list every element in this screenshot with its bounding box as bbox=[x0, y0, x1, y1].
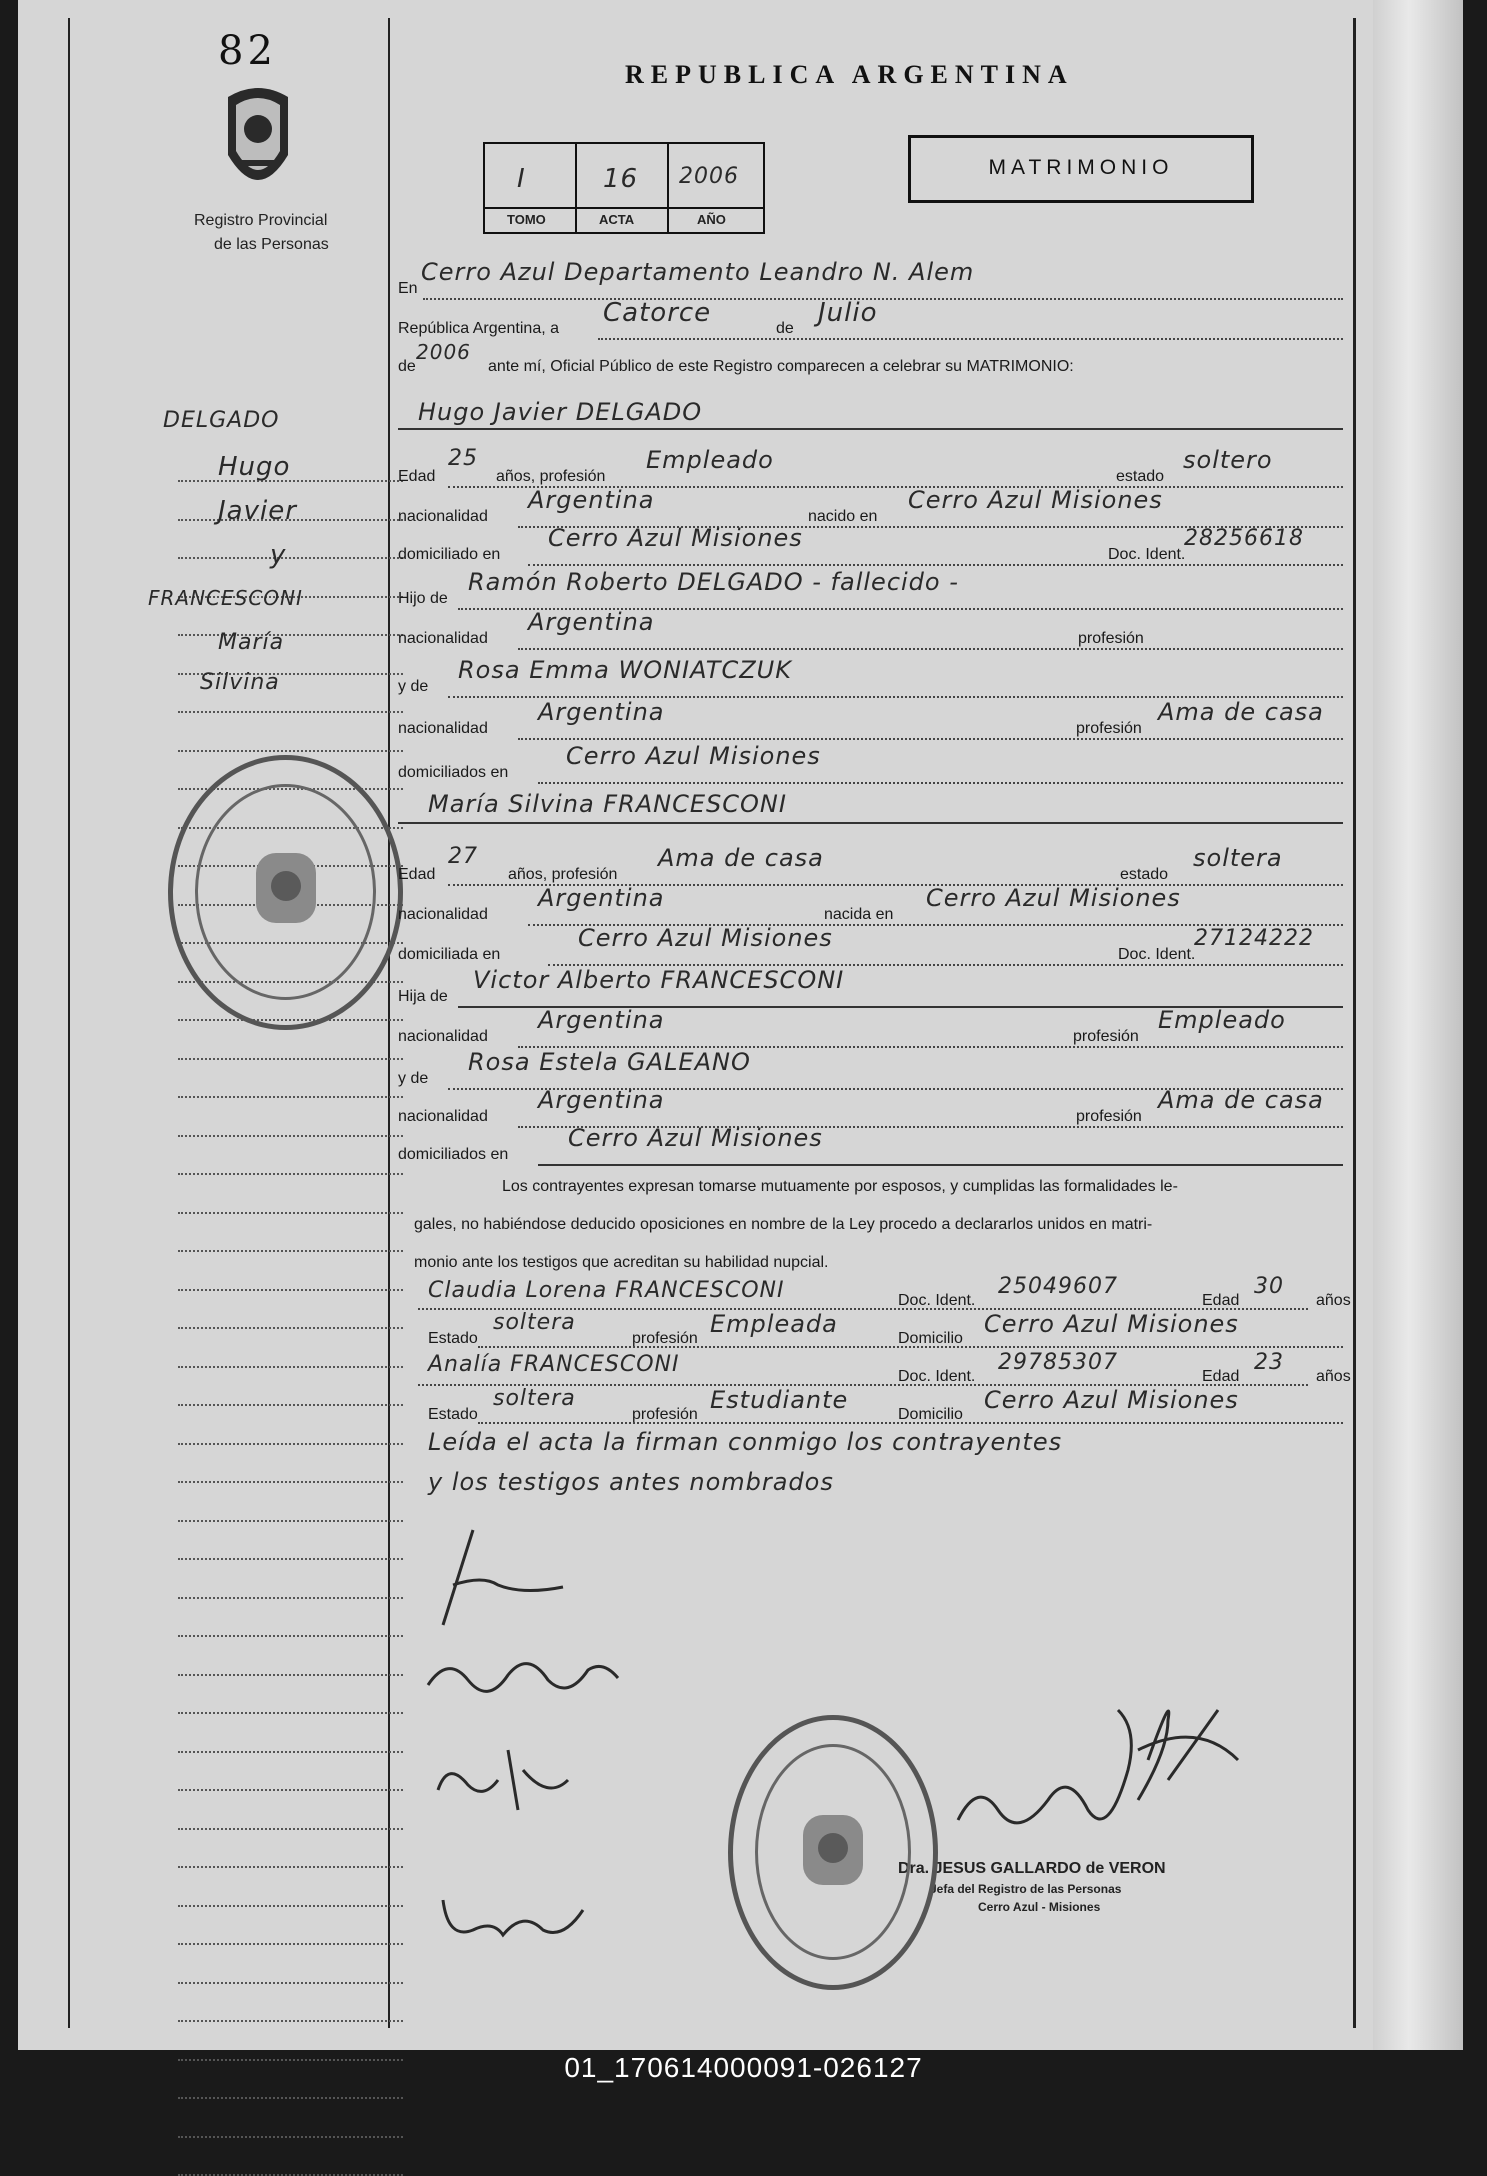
intro-day: Catorce bbox=[603, 298, 712, 328]
official-place: Cerro Azul - Misiones bbox=[978, 1900, 1101, 1914]
margin-rule-line bbox=[178, 1135, 403, 1137]
intro-year: 2006 bbox=[416, 340, 471, 364]
margin-rule-line bbox=[178, 1443, 403, 1445]
margin-rule-line bbox=[178, 1789, 403, 1791]
witness-2-profession: Estudiante bbox=[710, 1386, 849, 1414]
groom-dom-label: domiciliado en bbox=[398, 546, 501, 563]
witness-1-edad-label: Edad bbox=[1202, 1292, 1240, 1309]
year-prefix: de bbox=[398, 358, 416, 375]
groom-doc: 28256618 bbox=[1184, 526, 1304, 551]
witness-2-age: 23 bbox=[1254, 1350, 1284, 1375]
witness-1-profession: Empleada bbox=[710, 1310, 838, 1338]
center-margin-rule bbox=[388, 18, 390, 2028]
bride-signature bbox=[418, 1640, 638, 1710]
margin-name-2: Javier bbox=[218, 496, 297, 526]
right-margin-rule bbox=[1353, 18, 1356, 2028]
margin-name-3: y bbox=[270, 540, 287, 570]
witness-2-domicile: Cerro Azul Misiones bbox=[984, 1386, 1239, 1414]
groom-domicile: Cerro Azul Misiones bbox=[548, 524, 803, 552]
groom-born: Cerro Azul Misiones bbox=[908, 486, 1163, 514]
margin-rule-line bbox=[178, 1597, 403, 1599]
bride-father-nat: Argentina bbox=[538, 1006, 665, 1034]
groom-father: Ramón Roberto DELGADO - fallecido - bbox=[468, 568, 959, 596]
margin-name-4: FRANCESCONI bbox=[148, 586, 303, 610]
witness-1-signature bbox=[428, 1740, 588, 1820]
groom-doc-label: Doc. Ident. bbox=[1108, 546, 1186, 563]
margin-rule-line bbox=[178, 1366, 403, 1368]
witness-2-estado: soltera bbox=[493, 1386, 576, 1411]
bride-mother-prof-label: profesión bbox=[1076, 1108, 1142, 1125]
bride-estado: soltera bbox=[1193, 844, 1283, 872]
margin-rule-line bbox=[178, 1674, 403, 1676]
witness-2-estado-label: Estado bbox=[428, 1406, 478, 1423]
witness-1-estado: soltera bbox=[493, 1310, 576, 1335]
margin-rule-line bbox=[178, 1828, 403, 1830]
witness-2-doc: 29785307 bbox=[998, 1350, 1118, 1375]
margin-rule-line bbox=[178, 1558, 403, 1560]
bride-nacida-label: nacida en bbox=[824, 906, 894, 923]
groom-name: Hugo Javier DELGADO bbox=[418, 398, 703, 426]
groom-mother-prof: Ama de casa bbox=[1158, 698, 1324, 726]
bride-dom-label: domiciliada en bbox=[398, 946, 501, 963]
left-margin-rule bbox=[68, 18, 70, 2028]
groom-yde-label: y de bbox=[398, 678, 429, 695]
bride-mother-prof: Ama de casa bbox=[1158, 1086, 1324, 1114]
witness-1-domicile: Cerro Azul Misiones bbox=[984, 1310, 1239, 1338]
margin-rule-line bbox=[178, 1481, 403, 1483]
bride-nationality: Argentina bbox=[538, 884, 665, 912]
groom-father-nat-label: nacionalidad bbox=[398, 630, 488, 647]
declaration-line-2: gales, no habiéndose deducido oposiciones en nombre de la Ley procedo a declararlos unidos en matri- bbox=[414, 1216, 1153, 1233]
bride-parents-dom: Cerro Azul Misiones bbox=[568, 1124, 823, 1152]
seal-emblem-icon-bottom bbox=[798, 1810, 868, 1890]
margin-rule-line bbox=[178, 1982, 403, 1984]
groom-nac-label: nacionalidad bbox=[398, 508, 488, 525]
margin-rule-line bbox=[178, 1943, 403, 1945]
margin-rule-line bbox=[178, 1866, 403, 1868]
groom-parents-dom: Cerro Azul Misiones bbox=[566, 742, 821, 770]
groom-estado: soltero bbox=[1183, 446, 1273, 474]
witness-2-prof-label: profesión bbox=[632, 1406, 698, 1423]
bride-yde-label: y de bbox=[398, 1070, 429, 1087]
bride-anos-prof-label: años, profesión bbox=[508, 866, 618, 883]
margin-rule-line bbox=[178, 1712, 403, 1714]
groom-mother: Rosa Emma WONIATCZUK bbox=[458, 656, 792, 684]
witness-2-doc-label: Doc. Ident. bbox=[898, 1368, 976, 1385]
declaration-line-1: Los contrayentes expresan tomarse mutuamente por esposos, y cumplidas las formalidades le- bbox=[502, 1178, 1178, 1195]
margin-rule-line bbox=[178, 1212, 403, 1214]
witness-2-name: Analía FRANCESCONI bbox=[428, 1352, 680, 1377]
groom-signature bbox=[413, 1525, 613, 1635]
margin-name-5: María bbox=[218, 630, 285, 655]
tomo-value: I bbox=[517, 164, 526, 194]
margin-rule-line bbox=[178, 1751, 403, 1753]
margin-surname: DELGADO bbox=[163, 408, 280, 433]
bride-father-prof: Empleado bbox=[1158, 1006, 1286, 1034]
margin-rule-line bbox=[178, 2020, 403, 2022]
groom-profession: Empleado bbox=[646, 446, 774, 474]
groom-nacido-label: nacido en bbox=[808, 508, 878, 525]
margin-name-6: Silvina bbox=[200, 670, 280, 695]
bride-name: María Silvina FRANCESCONI bbox=[428, 790, 787, 818]
witness-2-signature bbox=[433, 1880, 593, 1950]
witness-1-doc-label: Doc. Ident. bbox=[898, 1292, 976, 1309]
bride-born: Cerro Azul Misiones bbox=[926, 884, 1181, 912]
intro-place: Cerro Azul Departamento Leandro N. Alem bbox=[421, 258, 975, 286]
witness-2-dom-label: Domicilio bbox=[898, 1406, 963, 1423]
bride-age: 27 bbox=[448, 844, 478, 869]
bride-estado-label: estado bbox=[1120, 866, 1169, 883]
bride-mother-nat-label: nacionalidad bbox=[398, 1108, 488, 1125]
witness-1-dom-label: Domicilio bbox=[898, 1330, 963, 1347]
groom-edad-label: Edad bbox=[398, 468, 436, 485]
intro-statement: ante mí, Oficial Público de este Registro comparecen a celebrar su MATRIMONIO: bbox=[488, 358, 1074, 375]
official-signature bbox=[938, 1650, 1258, 1860]
official-name: Dra. JESUS GALLARDO de VERON bbox=[898, 1860, 1166, 1877]
bride-parents-dom-label: domiciliados en bbox=[398, 1146, 509, 1163]
intro-month: Julio bbox=[818, 298, 878, 328]
margin-rule-line bbox=[178, 711, 403, 713]
acta-label: ACTA bbox=[599, 212, 635, 227]
bride-mother: Rosa Estela GALEANO bbox=[468, 1048, 751, 1076]
registry-name-line2: de las Personas bbox=[214, 236, 329, 253]
margin-rule-line bbox=[178, 1250, 403, 1252]
groom-mother-prof-label: profesión bbox=[1076, 720, 1142, 737]
bride-doc: 27124222 bbox=[1194, 926, 1314, 951]
bride-domicile: Cerro Azul Misiones bbox=[578, 924, 833, 952]
registry-seal-bottom bbox=[728, 1715, 938, 1990]
groom-hijo-label: Hijo de bbox=[398, 590, 448, 607]
witness-2-anos-label: años bbox=[1316, 1368, 1351, 1385]
registry-name-line1: Registro Provincial bbox=[194, 212, 328, 229]
footer-document-id: 01_170614000091-026127 bbox=[564, 2052, 923, 2083]
acta-value: 16 bbox=[603, 164, 639, 194]
groom-mother-nat: Argentina bbox=[538, 698, 665, 726]
record-type: MATRIMONIO bbox=[988, 156, 1174, 179]
groom-father-nat: Argentina bbox=[528, 608, 655, 636]
official-role: Jefa del Registro de las Personas bbox=[930, 1882, 1122, 1896]
margin-rule-line bbox=[178, 1905, 403, 1907]
certificate-page bbox=[18, 0, 1463, 2050]
groom-father-prof-label: profesión bbox=[1078, 630, 1144, 647]
witness-2-edad-label: Edad bbox=[1202, 1368, 1240, 1385]
bride-mother-nat: Argentina bbox=[538, 1086, 665, 1114]
margin-rule-line bbox=[178, 557, 403, 559]
witness-1-name: Claudia Lorena FRANCESCONI bbox=[428, 1278, 785, 1303]
closing-line-2: y los testigos antes nombrados bbox=[428, 1468, 834, 1496]
record-reference-box bbox=[483, 142, 765, 234]
record-type-box bbox=[908, 135, 1254, 203]
margin-rule-line bbox=[178, 1289, 403, 1291]
margin-rule-line bbox=[178, 1173, 403, 1175]
margin-rule-line bbox=[178, 1096, 403, 1098]
seal-emblem-icon bbox=[251, 848, 321, 928]
bride-hija-label: Hija de bbox=[398, 988, 448, 1005]
bride-father: Victor Alberto FRANCESCONI bbox=[473, 966, 845, 994]
page-number: 82 bbox=[218, 28, 277, 74]
margin-rule-line bbox=[178, 1327, 403, 1329]
margin-rule-line bbox=[178, 1058, 403, 1060]
margin-rule-line bbox=[178, 1635, 403, 1637]
bride-nac-label: nacionalidad bbox=[398, 906, 488, 923]
groom-mother-nat-label: nacionalidad bbox=[398, 720, 488, 737]
groom-estado-label: estado bbox=[1116, 468, 1165, 485]
margin-rule-line bbox=[178, 480, 403, 482]
ano-value: 2006 bbox=[679, 164, 739, 189]
declaration-line-3: monio ante los testigos que acreditan su habilidad nupcial. bbox=[414, 1254, 829, 1271]
margin-rule-line bbox=[178, 1520, 403, 1522]
groom-age: 25 bbox=[448, 446, 478, 471]
groom-nationality: Argentina bbox=[528, 486, 655, 514]
groom-parents-dom-label: domiciliados en bbox=[398, 764, 509, 781]
closing-line-1: Leída el acta la firman conmigo los contrayentes bbox=[428, 1428, 1063, 1456]
witness-1-prof-label: profesión bbox=[632, 1330, 698, 1347]
registry-seal-left bbox=[168, 755, 403, 1030]
bride-doc-label: Doc. Ident. bbox=[1118, 946, 1196, 963]
witness-1-age: 30 bbox=[1254, 1274, 1284, 1299]
margin-rule-line bbox=[178, 1404, 403, 1406]
witness-1-estado-label: Estado bbox=[428, 1330, 478, 1347]
ano-label: AÑO bbox=[697, 212, 726, 227]
document-title: REPUBLICA ARGENTINA bbox=[625, 60, 1074, 89]
margin-rule-line bbox=[178, 750, 403, 752]
de-label: de bbox=[776, 320, 794, 337]
bride-father-nat-label: nacionalidad bbox=[398, 1028, 488, 1045]
groom-anos-prof-label: años, profesión bbox=[496, 468, 606, 485]
margin-rule-line bbox=[178, 634, 403, 636]
bride-edad-label: Edad bbox=[398, 866, 436, 883]
provincial-emblem-icon bbox=[218, 85, 298, 205]
margin-rule-line bbox=[178, 2136, 403, 2138]
republica-label: República Argentina, a bbox=[398, 320, 559, 337]
tomo-label: TOMO bbox=[507, 212, 546, 227]
margin-name-1: Hugo bbox=[218, 452, 291, 482]
witness-1-doc: 25049607 bbox=[998, 1274, 1118, 1299]
bride-father-prof-label: profesión bbox=[1073, 1028, 1139, 1045]
en-label: En bbox=[398, 280, 418, 297]
bride-profession: Ama de casa bbox=[658, 844, 824, 872]
witness-1-anos-label: años bbox=[1316, 1292, 1351, 1309]
